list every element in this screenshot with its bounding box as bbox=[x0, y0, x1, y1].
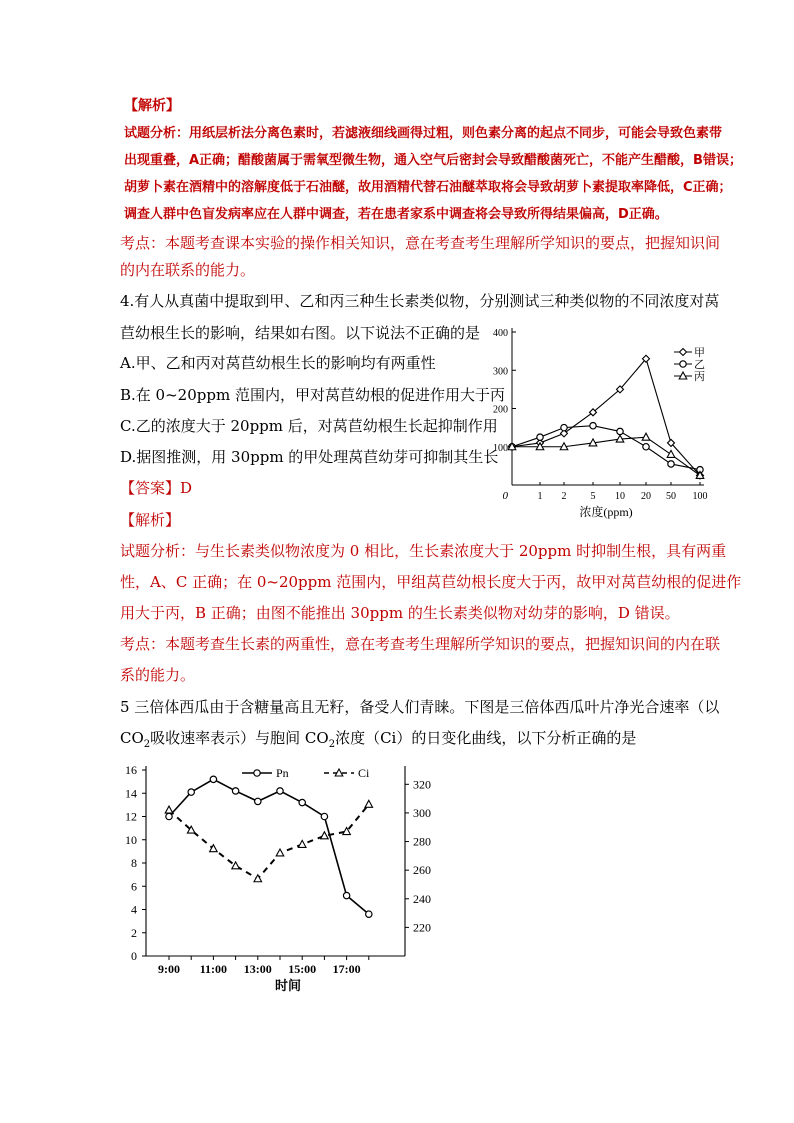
kaodian-line: 系的能力。 bbox=[120, 666, 196, 684]
data-point bbox=[255, 798, 261, 804]
x-tick-label: 1 bbox=[537, 491, 543, 502]
data-point bbox=[343, 892, 349, 898]
y-tick-label-left: 0 bbox=[131, 949, 137, 963]
analysis-line: 胡萝卜素在酒精中的溶解度低于石油醚，故用酒精代替石油醚萃取将会导致胡萝卜素提取率降低，C正确； bbox=[124, 180, 732, 195]
y-tick-label-left: 16 bbox=[125, 763, 137, 777]
question-stem bbox=[120, 728, 636, 755]
x-tick-label: 50 bbox=[666, 491, 676, 502]
analysis-line: 出现重叠，A正确；醋酸菌属于需氧型微生物，通入空气后密封会导致醋酸菌死亡，不能产生醋酸，B错误； bbox=[124, 153, 742, 168]
legend-marker bbox=[680, 349, 687, 356]
series-line-Pn bbox=[169, 779, 369, 914]
data-point bbox=[643, 444, 649, 450]
data-point bbox=[667, 450, 675, 457]
legend-marker bbox=[254, 770, 260, 776]
x-tick-label: 10 bbox=[615, 491, 625, 502]
legend-label: 丙 bbox=[694, 371, 705, 383]
subscript: 2 bbox=[143, 739, 151, 750]
data-point bbox=[276, 849, 284, 856]
y-tick-label-right: 300 bbox=[413, 805, 431, 820]
x-tick-label: 9:00 bbox=[158, 962, 180, 976]
x-axis-label: 时间 bbox=[274, 978, 302, 993]
data-point bbox=[365, 800, 373, 807]
data-point bbox=[166, 813, 172, 819]
y-tick-label-left: 14 bbox=[125, 786, 137, 801]
x-tick-label: 2 bbox=[561, 491, 567, 502]
y-tick-label: 100 bbox=[493, 442, 508, 454]
y-tick-label: 200 bbox=[493, 404, 508, 416]
x-tick-label: 20 bbox=[641, 491, 651, 502]
y-tick-label-left: 4 bbox=[131, 902, 137, 917]
y-tick-label-left: 12 bbox=[125, 809, 137, 824]
x-tick-label: 17:00 bbox=[332, 962, 361, 976]
question-stem: 苣幼根生长的影响，结果如右图。以下说法不正确的是 bbox=[120, 324, 481, 342]
x-tick-label: 13:00 bbox=[243, 962, 272, 976]
x-tick-label: 5 bbox=[590, 491, 596, 502]
y-tick-label-left: 2 bbox=[131, 925, 137, 940]
option-c: C.乙的浓度大于 20ppm 后，对莴苣幼根生长起抑制作用 bbox=[120, 417, 498, 435]
data-point bbox=[232, 788, 238, 794]
legend-label: 甲 bbox=[694, 347, 705, 359]
data-point bbox=[277, 788, 283, 794]
question-stem: 4.有人从真菌中提取到甲、乙和丙三种生长素类似物，分别测试三种类似物的不同浓度对莴 bbox=[120, 292, 720, 310]
x-tick-label: 100 bbox=[692, 491, 708, 502]
data-point bbox=[537, 434, 543, 440]
data-point bbox=[668, 461, 674, 467]
x-tick-label: 11:00 bbox=[199, 962, 228, 976]
analysis-line: 性，A、C 正确；在 0~20ppm 范围内，甲组莴苣幼根长度大于丙，故甲对莴苣幼根的促进作 bbox=[120, 573, 742, 591]
data-point bbox=[642, 433, 650, 440]
x-origin-label: 0 bbox=[502, 490, 508, 502]
y-tick-label-left: 6 bbox=[131, 879, 137, 894]
y-tick-label: 300 bbox=[493, 366, 508, 378]
data-point bbox=[188, 789, 194, 795]
option-b: B.在 0~20ppm 范围内，甲对莴苣幼根的促进作用大于丙 bbox=[120, 386, 505, 404]
co2-text: CO bbox=[120, 729, 144, 747]
legend-label: Ci bbox=[358, 766, 370, 780]
data-point bbox=[321, 832, 329, 839]
stem-text: 浓度（Ci）的日变化曲线，以下分析正确的是 bbox=[335, 729, 637, 747]
kaodian-line: 考点：本题考查生长素的两重性，意在考查考生理解所学知识的要点，把握知识间的内在联 bbox=[120, 635, 721, 653]
data-point bbox=[299, 799, 305, 805]
answer: 【答案】D bbox=[120, 479, 193, 497]
chart-growth-analogs bbox=[478, 322, 728, 522]
legend-label: Pn bbox=[276, 766, 289, 780]
kaodian-line: 考点：本题考查课本实验的操作相关知识，意在考查考生理解所学知识的要点，把握知识间 bbox=[120, 234, 721, 252]
y-tick-label-right: 280 bbox=[413, 834, 431, 849]
question-stem: 5 三倍体西瓜由于含糖量高且无籽，备受人们青睐。下图是三倍体西瓜叶片净光合速率（以 bbox=[120, 698, 720, 716]
data-point bbox=[617, 428, 623, 434]
x-axis-label: 浓度(ppm) bbox=[579, 505, 633, 519]
y-tick-label-right: 240 bbox=[413, 891, 431, 906]
data-point bbox=[165, 806, 173, 813]
y-tick-label-left: 8 bbox=[131, 856, 137, 870]
data-point bbox=[366, 911, 372, 917]
y-tick-label: 400 bbox=[493, 328, 508, 339]
analysis-heading: 【解析】 bbox=[120, 511, 181, 529]
y-tick-label-right: 320 bbox=[413, 777, 431, 792]
data-point bbox=[298, 840, 306, 847]
data-point bbox=[590, 423, 596, 429]
legend-marker bbox=[680, 361, 686, 367]
option-d: D.据图推测，用 30ppm 的甲处理莴苣幼芽可抑制其生长 bbox=[120, 448, 499, 466]
subscript: 2 bbox=[328, 739, 336, 750]
y-tick-label-right: 260 bbox=[413, 863, 431, 878]
x-tick-label: 15:00 bbox=[288, 962, 317, 976]
analysis-line: 调查人群中色盲发病率应在人群中调查，若在患者家系中调查将会导致所得结果偏高，D正确。 bbox=[124, 207, 668, 222]
chart-pn-ci bbox=[108, 760, 431, 995]
analysis-heading: 【解析】 bbox=[124, 98, 180, 114]
stem-text: 吸收速率表示）与胞间 CO bbox=[150, 729, 329, 747]
data-point bbox=[561, 424, 567, 430]
analysis-line: 用大于丙，B 正确；由图不能推出 30ppm 的生长素类似物对幼芽的影响，D 错误。 bbox=[120, 604, 680, 622]
analysis-line: 试题分析：与生长素类似物浓度为 0 相比，生长素浓度大于 20ppm 时抑制生根，具有两重 bbox=[120, 542, 727, 560]
legend-label: 乙 bbox=[694, 359, 705, 371]
data-point bbox=[232, 862, 240, 869]
data-point bbox=[321, 813, 327, 819]
y-tick-label-left: 10 bbox=[125, 832, 137, 847]
data-point bbox=[210, 776, 216, 782]
data-point bbox=[210, 845, 218, 852]
analysis-line: 试题分析：用纸层析法分离色素时，若滤液细线画得过粗，则色素分离的起点不同步，可能会导致色素带 bbox=[124, 126, 723, 141]
kaodian-line: 的内在联系的能力。 bbox=[120, 261, 256, 279]
y-tick-label-right: 220 bbox=[413, 920, 431, 935]
option-a: A.甲、乙和丙对莴苣幼根生长的影响均有两重性 bbox=[120, 354, 436, 372]
